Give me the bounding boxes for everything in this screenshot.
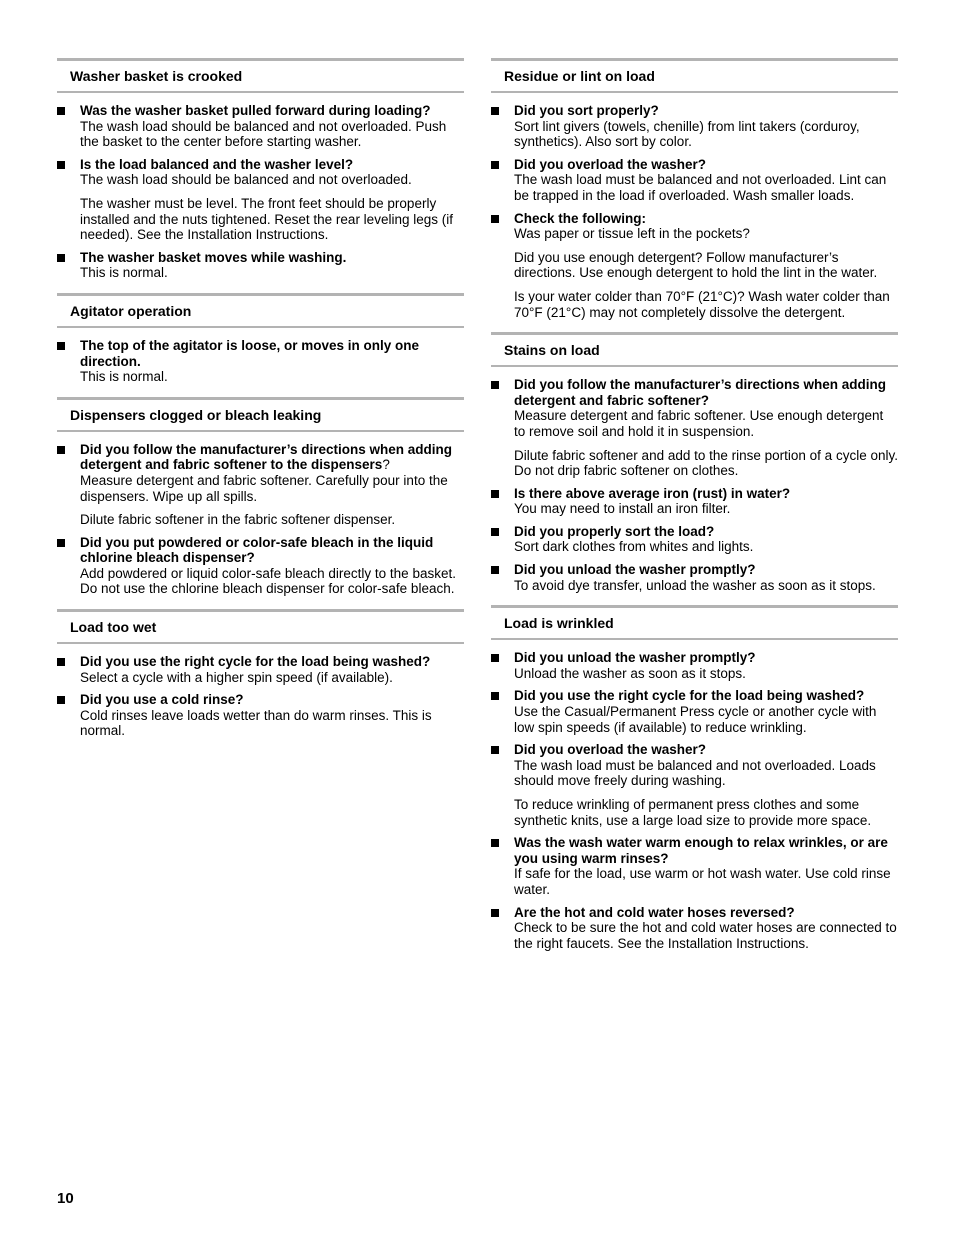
item-question: The top of the agitator is loose, or moves in only one direction. (80, 337, 420, 369)
item-answer: Unload the washer as soon as it stops. (514, 665, 746, 681)
square-bullet-icon (491, 839, 499, 847)
square-bullet-icon (491, 161, 499, 169)
square-bullet-icon (57, 254, 65, 262)
section-heading: Agitator operation (57, 293, 464, 328)
list-item (491, 905, 898, 952)
square-bullet-icon (57, 658, 65, 666)
section-residue-or-lint (491, 58, 898, 320)
square-bullet-icon (57, 446, 65, 454)
list-item (57, 103, 464, 150)
item-answer: Sort dark clothes from whites and lights. (514, 539, 754, 555)
section-heading: Residue or lint on load (491, 58, 898, 93)
item-question: The washer basket moves while washing. (80, 249, 347, 265)
item-answer: Cold rinses leave loads wetter than do warm rinses. This is normal. (80, 707, 432, 739)
list-item (491, 157, 898, 204)
item-question: Check the following: (514, 210, 647, 226)
list-item (491, 377, 898, 479)
item-answer: If safe for the load, use warm or hot wash water. Use cold rinse water. (514, 866, 891, 897)
section-stains-on-load (491, 332, 898, 593)
item-question: Was the wash water warm enough to relax wrinkles, or are you using warm rinses? (514, 835, 888, 866)
item-answer: The wash load must be balanced and not overloaded. Lint can be trapped in the load if overloaded. Wash smaller loads. (514, 172, 887, 203)
item-question: Is there above average iron (rust) in water? (514, 485, 791, 501)
item-extra: The washer must be level. The front feet should be properly installed and the nuts tightened. Reset the rear leveling legs (if needed). See the Installation Instructions. (80, 195, 453, 243)
item-question: Did you properly sort the load? (514, 523, 715, 539)
item-answer: Check to be sure the hot and cold water hoses are connected to the right faucets. See the Installation Instructions. (514, 920, 897, 951)
right-column (491, 58, 898, 963)
list-item (57, 157, 464, 243)
item-question-suffix: ? (382, 457, 390, 473)
item-answer: The wash load should be balanced and not overloaded. Push the basket to the center before starting washer. (80, 118, 447, 150)
page-number: 10 (57, 1190, 74, 1207)
item-question: Did you overload the washer? (514, 156, 707, 172)
item-question: Did you use the right cycle for the load being washed? (80, 654, 431, 670)
section-heading: Load is wrinkled (491, 605, 898, 640)
item-answer: You may need to install an iron filter. (514, 501, 731, 517)
item-question: Did you unload the washer promptly? (514, 650, 756, 666)
section-washer-basket-crooked (57, 58, 464, 281)
square-bullet-icon (57, 161, 65, 169)
square-bullet-icon (491, 381, 499, 389)
item-answer: Measure detergent and fabric softener. Use enough detergent to remove soil and hold it in suspension. (514, 408, 884, 439)
list-item (491, 835, 898, 897)
item-answer: Was paper or tissue left in the pockets? (514, 226, 750, 242)
square-bullet-icon (491, 490, 499, 498)
item-question: Did you sort properly? (514, 103, 659, 118)
square-bullet-icon (57, 107, 65, 115)
left-column (57, 58, 464, 751)
item-extra: To reduce wrinkling of permanent press clothes and some synthetic knits, use a large load size to provide more space. (514, 797, 872, 828)
item-answer: Select a cycle with a higher spin speed (if available). (80, 669, 393, 685)
list-item (491, 486, 898, 517)
item-extra: Is your water colder than 70°F (21°C)? Wash water colder than 70°F (21°C) may not completely dissolve the detergent. (514, 288, 890, 320)
square-bullet-icon (491, 566, 499, 574)
list-item (57, 338, 464, 385)
item-question: Was the washer basket pulled forward during loading? (80, 103, 431, 118)
square-bullet-icon (57, 696, 65, 704)
item-extra: Dilute fabric softener in the fabric softener dispenser. (80, 512, 396, 528)
section-load-too-wet (57, 609, 464, 739)
item-extra: Did you use enough detergent? Follow manufacturer’s directions. Use enough detergent to hold the lint in the water. (514, 249, 878, 281)
item-answer: Sort lint givers (towels, chenille) from lint takers (corduroy, synthetics). Also sort by color. (514, 118, 860, 150)
list-item (57, 692, 464, 739)
item-question: Did you follow the manufacturer’s directions when adding detergent and fabric softener to the dispensers (80, 441, 453, 473)
square-bullet-icon (491, 654, 499, 662)
section-load-is-wrinkled (491, 605, 898, 951)
item-answer: Use the Casual/Permanent Press cycle or another cycle with low spin speeds (if available) to reduce wrinkling. (514, 704, 877, 735)
item-question: Did you follow the manufacturer’s directions when adding detergent and fabric softener? (514, 377, 887, 408)
section-heading: Load too wet (57, 609, 464, 644)
square-bullet-icon (491, 107, 499, 115)
item-question: Is the load balanced and the washer level? (80, 156, 354, 172)
square-bullet-icon (491, 215, 499, 223)
item-question-line (80, 442, 464, 473)
list-item (491, 211, 898, 321)
section-heading: Stains on load (491, 332, 898, 367)
item-answer: This is normal. (80, 369, 168, 385)
square-bullet-icon (491, 909, 499, 917)
item-extra: Dilute fabric softener and add to the rinse portion of a cycle only. Do not drip fabric softener on clothes. (514, 447, 898, 479)
list-item (57, 535, 464, 597)
item-answer: Measure detergent and fabric softener. Carefully pour into the dispensers. Wipe up all spills. (80, 472, 448, 504)
section-dispensers-clogged (57, 397, 464, 597)
item-question: Did you use a cold rinse? (80, 692, 244, 708)
section-heading: Washer basket is crooked (57, 58, 464, 93)
item-answer: To avoid dye transfer, unload the washer as soon as it stops. (514, 577, 876, 593)
item-question: Did you unload the washer promptly? (514, 562, 756, 578)
list-item (491, 742, 898, 828)
list-item (491, 688, 898, 735)
list-item (491, 103, 898, 150)
square-bullet-icon (491, 528, 499, 536)
list-item (57, 654, 464, 685)
list-item (57, 250, 464, 281)
item-answer: The wash load should be balanced and not overloaded. (80, 172, 412, 188)
square-bullet-icon (57, 539, 65, 547)
item-question: Did you put powdered or color-safe bleach in the liquid chlorine bleach dispenser? (80, 534, 434, 566)
item-question: Did you use the right cycle for the load being washed? (514, 688, 865, 704)
list-item (57, 442, 464, 528)
section-heading: Dispensers clogged or bleach leaking (57, 397, 464, 432)
item-answer: This is normal. (80, 265, 168, 281)
item-answer: The wash load must be balanced and not overloaded. Loads should move freely during washing. (514, 757, 876, 789)
list-item (491, 650, 898, 681)
section-agitator-operation (57, 293, 464, 385)
square-bullet-icon (57, 342, 65, 350)
list-item (491, 562, 898, 593)
square-bullet-icon (491, 692, 499, 700)
list-item (491, 524, 898, 555)
square-bullet-icon (491, 746, 499, 754)
item-answer: Add powdered or liquid color-safe bleach directly to the basket. Do not use the chlorine bleach dispenser for color-safe bleach. (80, 565, 456, 597)
item-question: Did you overload the washer? (514, 742, 707, 758)
item-question: Are the hot and cold water hoses reversed? (514, 904, 795, 920)
